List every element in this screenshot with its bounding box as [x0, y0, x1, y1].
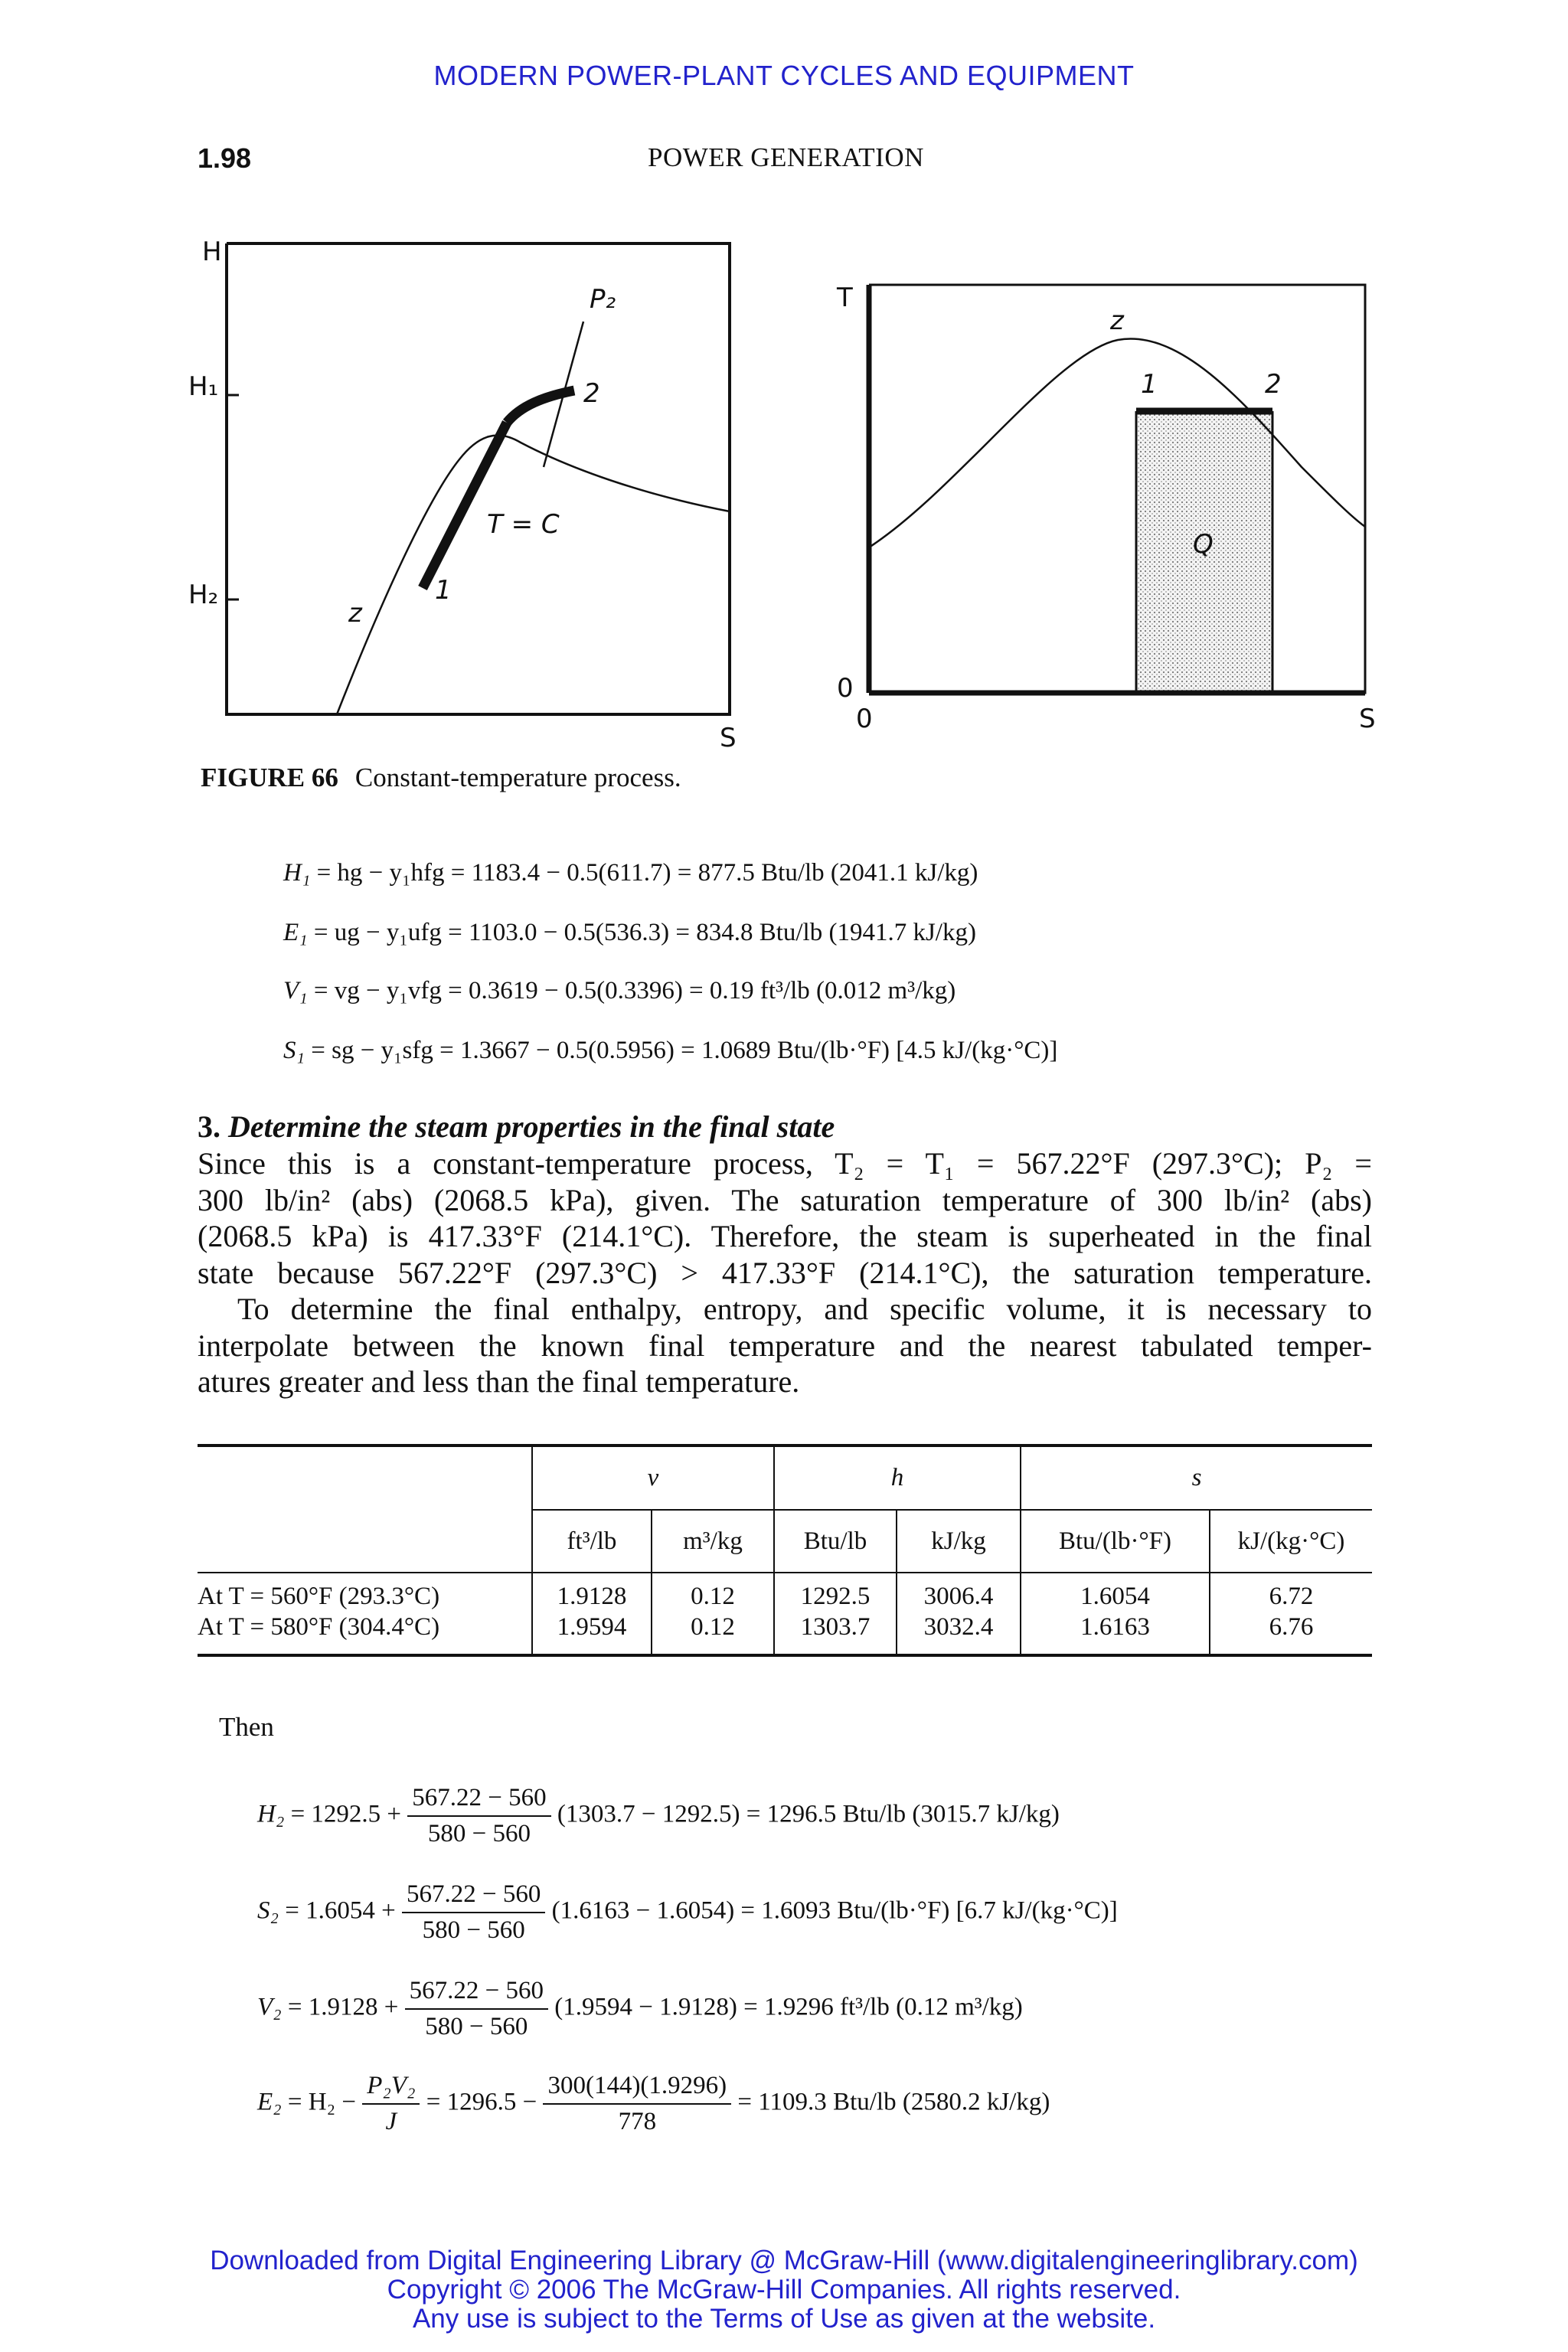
running-head: POWER GENERATION	[648, 142, 924, 172]
table-unit-header: m³/kg	[652, 1510, 774, 1573]
calculation-mid: = 1296.5 −	[426, 2088, 537, 2116]
ts-diagram	[869, 285, 1365, 693]
fraction	[543, 2072, 731, 2136]
equation-lhs: H₁	[283, 859, 311, 887]
fraction-denominator: 778	[618, 2108, 657, 2135]
calculation-pre: = 1.6054 +	[285, 1896, 396, 1925]
calculation-pre: = 1.9128 +	[287, 1993, 399, 2021]
fraction	[405, 1977, 548, 2041]
section-number: 3.	[198, 1109, 220, 1144]
equation-rhs: = hg − y₁hfg = 1183.4 − 0.5(611.7) = 877.5 Btu/lb (2041.1 kJ/kg)	[316, 859, 978, 887]
calculation-h2	[257, 1784, 1060, 1848]
calculation-v2	[257, 1977, 1023, 2041]
calculation-s2	[257, 1880, 1118, 1945]
section-title: Determine the steam properties in the final state	[228, 1109, 835, 1144]
fraction-numerator: P₂V₂	[362, 2072, 420, 2105]
table-cell: 1.9594	[532, 1611, 652, 1655]
table-row	[198, 1611, 1372, 1655]
footer-line: Copyright © 2006 The McGraw-Hill Companies. All rights reserved.	[387, 2275, 1181, 2305]
ts-heat-label: Q	[1193, 529, 1214, 560]
fraction-numerator: 567.22 − 560	[407, 1784, 550, 1817]
table-cell: 1.9128	[532, 1573, 652, 1611]
fraction-denominator: 580 − 560	[425, 2013, 528, 2040]
ts-saturation-dome	[869, 339, 1365, 547]
figure-caption-label: FIGURE 66	[201, 763, 338, 792]
table-cell: 0.12	[652, 1573, 774, 1611]
hs-labels	[188, 237, 737, 753]
equation-h1	[283, 859, 978, 887]
paragraph-line: To determine the final enthalpy, entropy, and specific volume, it is necessary to	[237, 1292, 1372, 1326]
paragraph-line: 300 lb/in² (abs) (2068.5 kPa), given. The saturation temperature of 300 lb/in² (abs)	[198, 1182, 1372, 1217]
equation-lhs: S₁	[283, 1037, 305, 1064]
hs-p2-label: P₂	[590, 284, 616, 315]
table-unit-header: Btu/lb	[774, 1510, 897, 1573]
table-cell: 3032.4	[897, 1611, 1021, 1655]
calculation-post: (1303.7 − 1292.5) = 1296.5 Btu/lb (3015.7 kJ/kg)	[557, 1800, 1060, 1828]
calculation-lhs: S₂	[257, 1896, 279, 1925]
table-cell: 3006.4	[897, 1573, 1021, 1611]
table-row-label: At T = 580°F (304.4°C)	[198, 1611, 532, 1655]
fraction	[402, 1880, 545, 1945]
fraction-numerator: 567.22 − 560	[405, 1977, 548, 2010]
table-cell: 0.12	[652, 1611, 774, 1655]
equation-lhs: E₁	[283, 919, 308, 946]
equation-lhs: V₁	[283, 977, 308, 1004]
table-group-header-row	[198, 1446, 1372, 1510]
fraction	[407, 1784, 550, 1848]
table-header-blank	[198, 1446, 532, 1510]
figure-66	[0, 0, 1568, 766]
fraction-denominator: 580 − 560	[427, 1820, 531, 1847]
ts-x-axis-label: S	[1359, 704, 1376, 734]
hs-process-label: T = C	[487, 509, 560, 540]
fraction-denominator: 580 − 560	[422, 1916, 525, 1944]
table-row	[198, 1573, 1372, 1611]
steam-properties-table	[198, 1444, 1372, 1657]
figure-caption-text: Constant-temperature process.	[354, 763, 681, 792]
download-footer	[0, 2246, 1568, 2334]
table-cell: 6.72	[1269, 1583, 1314, 1610]
calculation-lhs: E₂	[257, 2088, 282, 2116]
calculation-post: (1.6163 − 1.6054) = 1.6093 Btu/(lb·°F) [6.7 kJ/(kg·°C)]	[551, 1896, 1118, 1925]
paragraph-line: Since this is a constant-temperature process, T₂ = T₁ = 567.22°F (297.3°C); P₂ =	[198, 1146, 1372, 1181]
footer-line: Downloaded from Digital Engineering Library @ McGraw-Hill (www.digitalengineeringlibrary.com)	[210, 2246, 1358, 2275]
table-unit-header-row	[198, 1510, 1372, 1573]
hs-diagram	[227, 243, 730, 714]
calculation-lhs: V₂	[257, 1993, 282, 2021]
table-cell: 1.6054	[1021, 1573, 1210, 1611]
equation-rhs: = sg − y₁sfg = 1.3667 − 0.5(0.5956) = 1.0689 Btu/(lb·°F) [4.5 kJ/(kg·°C)]	[311, 1037, 1058, 1064]
ts-origin-x-label: 0	[856, 704, 873, 734]
hs-tick-h1-label: H₁	[188, 371, 219, 402]
calculation-e2	[257, 2072, 1050, 2136]
hs-tick-h2-label: H₂	[188, 580, 219, 610]
equation-e1	[283, 919, 976, 947]
equation-v1	[283, 977, 956, 1005]
ts-point-2-label: 2	[1265, 369, 1282, 400]
figure-caption	[201, 763, 681, 793]
fraction-denominator: J	[385, 2108, 397, 2135]
equation-rhs: = vg − y₁vfg = 0.3619 − 0.5(0.3396) = 0.19 ft³/lb (0.012 m³/kg)	[313, 977, 956, 1004]
table-cell: 1.6163	[1021, 1611, 1210, 1655]
ts-point-1-label: 1	[1141, 369, 1158, 400]
table-cell: 1292.5	[774, 1573, 897, 1611]
table-cell: 1303.7	[774, 1611, 897, 1655]
hs-point-2-label: 2	[583, 378, 600, 409]
saturation-dome-curve	[337, 436, 730, 714]
source-banner: MODERN POWER-PLANT CYCLES AND EQUIPMENT	[433, 60, 1135, 91]
table-unit-header: Btu/(lb·°F)	[1021, 1510, 1210, 1573]
calculation-lhs: H₂	[257, 1800, 285, 1828]
equation-rhs: = ug − y₁ufg = 1103.0 − 0.5(536.3) = 834.8 Btu/lb (1941.7 kJ/kg)	[313, 919, 976, 946]
paragraph-line: state because 567.22°F (297.3°C) > 417.33°F (214.1°C), the saturation temperature.	[198, 1255, 1372, 1290]
table-group-header-v: v	[532, 1446, 774, 1510]
paragraph-interpolation	[198, 1291, 1372, 1400]
fraction	[362, 2072, 420, 2136]
hs-x-axis-label: S	[720, 723, 737, 753]
hs-y-axis-label: H	[202, 237, 222, 267]
paragraph-line: interpolate between the known final temperature and the nearest tabulated temper-	[198, 1328, 1372, 1363]
ts-plot-frame	[869, 285, 1365, 693]
paragraph-line: (2068.5 kPa) is 417.33°F (214.1°C). Therefore, the steam is superheated in the final	[198, 1219, 1372, 1253]
page-number: 1.98	[198, 142, 252, 174]
fraction-numerator: 567.22 − 560	[402, 1880, 545, 1913]
then-label: Then	[219, 1712, 274, 1742]
calculation-post: = 1109.3 Btu/lb (2580.2 kJ/kg)	[737, 2088, 1050, 2116]
paragraph-final-state	[198, 1145, 1372, 1291]
ts-point-z-label: z	[1110, 305, 1124, 336]
ts-y-axis-label: T	[837, 283, 853, 313]
section-heading	[198, 1109, 835, 1145]
table-cell: 6.76	[1269, 1612, 1314, 1641]
calculation-pre: = H₂ −	[287, 2088, 356, 2116]
equation-s1	[283, 1037, 1057, 1065]
calculation-post: (1.9594 − 1.9128) = 1.9296 ft³/lb (0.12 m³/kg)	[554, 1993, 1023, 2021]
hs-point-1-label: 1	[435, 575, 452, 606]
table-unit-header: kJ/(kg·°C)	[1237, 1527, 1345, 1555]
table-header-blank	[198, 1510, 532, 1573]
ts-origin-y-label: 0	[837, 673, 854, 704]
ts-labels	[836, 283, 1376, 734]
paragraph-line: atures greater and less than the final temperature.	[198, 1364, 800, 1399]
table-unit-header: kJ/kg	[897, 1510, 1021, 1573]
process-line-1-2	[423, 423, 507, 588]
table-group-header-h: h	[774, 1446, 1021, 1510]
table-unit-header: ft³/lb	[532, 1510, 652, 1573]
hs-point-z-label: z	[348, 598, 362, 629]
footer-line: Any use is subject to the Terms of Use as given at the website.	[412, 2304, 1156, 2334]
table-group-header-s: s	[1021, 1446, 1372, 1510]
calculation-pre: = 1292.5 +	[290, 1800, 402, 1828]
table-row-label: At T = 560°F (293.3°C)	[198, 1573, 532, 1611]
superheat-segment	[507, 390, 574, 423]
fraction-numerator: 300(144)(1.9296)	[543, 2072, 731, 2105]
